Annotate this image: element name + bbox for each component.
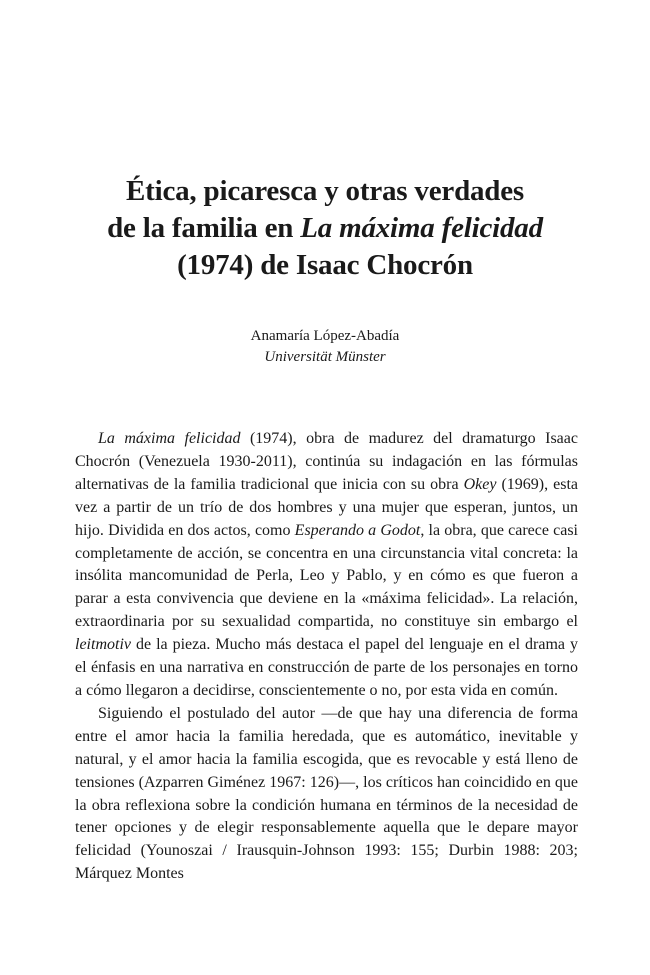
title-line-1: Ética, picaresca y otras verdades [126, 175, 524, 207]
italic-leitmotiv: leitmotiv [75, 636, 131, 654]
title-line-2-text: de la familia en [107, 212, 301, 244]
paragraph-1-text-d: de la pieza. Mucho más destaca el papel del lenguaje en el drama y el énfasis en una narrativa en construcción de parte de los personajes en torno a cómo llegaron a decidirse, conscientemente o no, por esta vida en común. [75, 636, 578, 699]
paragraph-2: Siguiendo el postulado del autor —de que hay una diferencia de forma entre el amor hacia la familia heredada, que es automático, inevitable y natural, y el amor hacia la familia escogida, que es revocable y está lleno de tensiones (Azparren Giménez 1967: 126)—, los críticos han coincidido en que la obra reflexiona sobre la condición humana en términos de la necesidad de tener opciones y de elegir responsablemente aquella que le depare mayor felicidad (Younoszai / Irausquin-Johnson 1993: 155; Durbin 1988: 203; Márquez Montes [75, 704, 578, 883]
italic-work-title: La máxima felicidad [98, 430, 241, 447]
italic-okey: Okey [463, 475, 497, 493]
paragraph-1-text-b: (1969), esta vez a partir de un trío de dos hombres y una mujer que esperan, juntos, un hijo. Dividida en dos actos, como [75, 475, 578, 539]
title-work-italic: La máxima felicidad [300, 212, 543, 244]
author-name: Anamaría López-Abadía [250, 328, 400, 344]
paragraph-1-text-a: (1974), obra de madurez del dramaturgo Isaac Chocrón (Venezuela 1930-2011), continúa su indagación en las fórmulas alternativas de la familia tradicional que inicia con su obra [75, 430, 578, 493]
paragraph-1-text-c: , la obra, que carece casi completamente de acción, se concentra en una circunstancia vital concreta: la insólita mancomunidad de Perla, Leo y Pablo, y en cómo es que fueron a parar a esta convivencia que deviene en la «máxima felicidad». La relación, extraordinaria por su sexualidad compartida, no constituye sin embargo el [75, 521, 578, 631]
author-affiliation: Universität Münster [264, 349, 386, 365]
article-body [75, 428, 578, 886]
italic-godot: Esperando a Godot [294, 521, 421, 539]
paragraph-1 [75, 428, 578, 703]
author-block [0, 326, 650, 368]
title-line-2 [60, 210, 590, 247]
title-line-3: (1974) de Isaac Chocrón [177, 249, 473, 281]
article-title [60, 173, 590, 284]
